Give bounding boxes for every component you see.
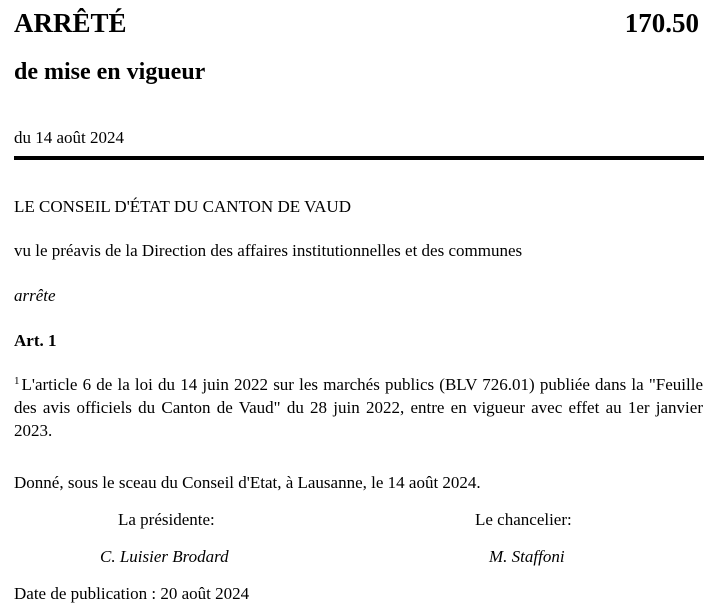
header-divider (14, 156, 704, 160)
left-signatory-name: C. Luisier Brodard (100, 547, 229, 566)
document-title: ARRÊTÉ (14, 8, 127, 38)
left-signatory-title: La présidente: (118, 510, 215, 529)
paragraph-number: 1 (14, 375, 20, 387)
article-heading: Art. 1 (14, 331, 57, 350)
paragraph-text: L'article 6 de la loi du 14 juin 2022 sur les marchés publics (BLV 726.01) publiée dans la "Feuille des avis officiels du Canton de Vaud" du 28 juin 2022, entre en vigueur avec effet au 1er janvier 2023. (14, 375, 703, 440)
right-signatory-name: M. Staffoni (489, 547, 565, 566)
council-heading: LE CONSEIL D'ÉTAT DU CANTON DE VAUD (14, 197, 351, 216)
document-date: du 14 août 2024 (14, 128, 125, 147)
document-number: 170.50 (624, 8, 699, 38)
preavis-line: vu le préavis de la Direction des affaires institutionnelles et des communes (14, 241, 523, 260)
right-signatory-title: Le chancelier: (475, 510, 572, 529)
article-paragraph (14, 373, 703, 442)
document-subtitle: de mise en vigueur (14, 59, 206, 85)
decides-line: arrête (14, 286, 56, 305)
given-line: Donné, sous le sceau du Conseil d'Etat, à Lausanne, le 14 août 2024. (14, 473, 481, 492)
publication-date: Date de publication : 20 août 2024 (14, 584, 250, 603)
